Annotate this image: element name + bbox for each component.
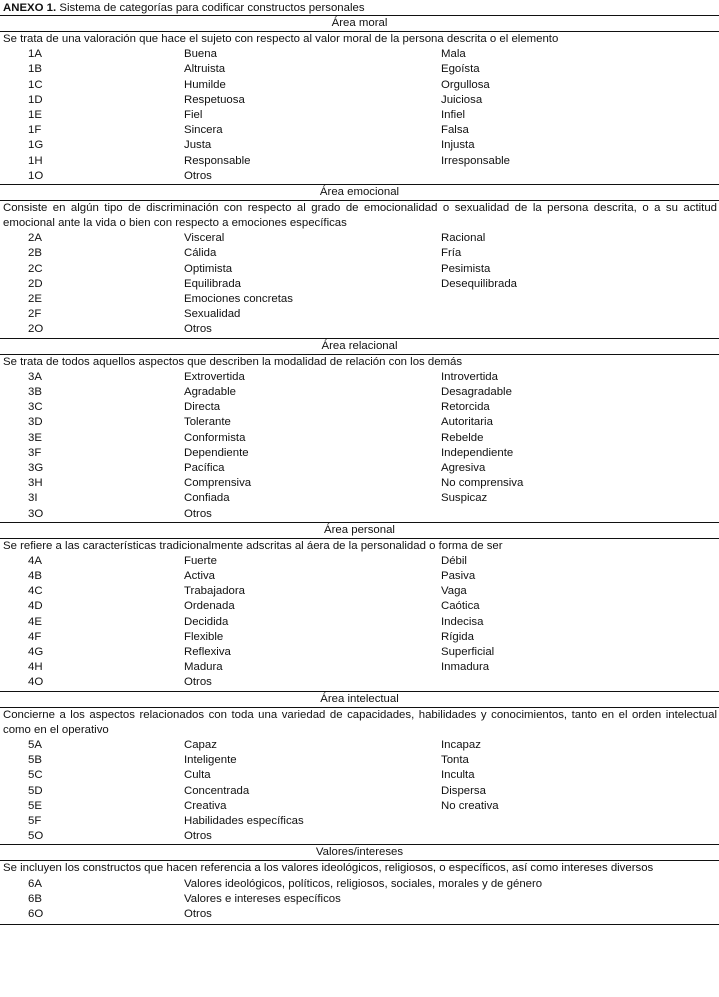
table-row <box>0 615 719 630</box>
construct-pole-2: Superficial <box>441 646 495 659</box>
table-row <box>0 385 719 400</box>
table-row <box>0 78 719 93</box>
construct-pole-2: Tonta <box>441 754 469 767</box>
construct-pole-2: Pesimista <box>441 262 491 275</box>
category-code: 2E <box>28 293 42 306</box>
construct-pole-2: Inmadura <box>441 661 490 674</box>
table-row <box>0 569 719 584</box>
construct-pole-1: Tolerante <box>184 416 231 429</box>
table-row <box>0 292 719 307</box>
category-code: 2O <box>28 323 44 336</box>
table-row <box>0 799 719 814</box>
construct-pole-1: Conformista <box>184 431 246 444</box>
construct-pole-1: Extrovertida <box>184 370 245 383</box>
table-row <box>0 768 719 783</box>
table-row <box>0 93 719 108</box>
construct-pole-2: Autoritaria <box>441 416 493 429</box>
section-area-relacional <box>0 338 719 522</box>
section-valores-intereses <box>0 844 719 922</box>
table-row <box>0 907 719 922</box>
section-area-emocional <box>0 184 719 338</box>
construct-pole-1: Humilde <box>184 78 226 91</box>
construct-pole-1: Decidida <box>184 615 229 628</box>
category-code: 4B <box>28 570 42 583</box>
category-code: 1C <box>28 78 43 91</box>
construct-pole-1: Pacífica <box>184 461 225 474</box>
table-row <box>0 446 719 461</box>
table-row <box>0 415 719 430</box>
construct-pole-1: Reflexiva <box>184 646 231 659</box>
category-code: 6A <box>28 877 42 890</box>
table-row <box>0 262 719 277</box>
category-code: 4F <box>28 630 42 643</box>
construct-pole-2: Mala <box>441 48 466 61</box>
table-row <box>0 738 719 753</box>
construct-pole-2: Desagradable <box>441 386 512 398</box>
category-table <box>0 15 719 922</box>
table-caption <box>0 1 719 15</box>
construct-pole-1: Otros <box>184 676 212 689</box>
construct-pole-2: No comprensiva <box>441 477 524 490</box>
table-row <box>0 599 719 614</box>
construct-pole-2: Débil <box>441 554 467 567</box>
category-code: 6B <box>28 892 42 905</box>
construct-pole-2: Indecisa <box>441 615 484 628</box>
table-row <box>0 47 719 62</box>
category-code: 5O <box>28 830 44 843</box>
table-row <box>0 108 719 123</box>
category-code: 4D <box>28 600 43 613</box>
section-area-intelectual <box>0 691 719 845</box>
construct-pole-2: Juiciosa <box>441 93 483 106</box>
table-row <box>0 154 719 169</box>
category-code: 3B <box>28 386 42 398</box>
construct-pole-1: Culta <box>184 769 211 782</box>
table-row <box>0 584 719 599</box>
construct-pole-2: Fría <box>441 247 462 260</box>
construct-pole-2: Falsa <box>441 124 469 137</box>
construct-pole-1: Otros <box>184 323 212 336</box>
table-bottom-rule <box>0 924 719 925</box>
category-code: 2B <box>28 247 42 260</box>
construct-pole-2: Irresponsable <box>441 154 511 167</box>
construct-pole-2: Rebelde <box>441 431 484 444</box>
construct-pole-1: Fuerte <box>184 554 217 567</box>
construct-pole-1: Justa <box>184 139 212 152</box>
construct-pole-1: Valores ideológicos, políticos, religiosos, sociales, morales y de género <box>184 877 543 890</box>
category-code: 1F <box>28 124 42 137</box>
category-code: 3D <box>28 416 43 429</box>
category-code: 3O <box>28 507 44 520</box>
construct-pole-2: Dispersa <box>441 784 486 797</box>
category-code: 4E <box>28 615 42 628</box>
table-row <box>0 461 719 476</box>
category-code: 3F <box>28 446 42 459</box>
category-code: 1H <box>28 154 43 167</box>
construct-pole-1: Comprensiva <box>184 477 252 490</box>
construct-pole-1: Equilibrada <box>184 277 241 290</box>
construct-pole-2: Racional <box>441 232 486 245</box>
category-code: 3H <box>28 477 43 490</box>
construct-pole-1: Valores e intereses específicos <box>184 892 341 905</box>
construct-pole-1: Creativa <box>184 799 227 812</box>
construct-pole-1: Optimista <box>184 262 233 275</box>
category-code: 4C <box>28 585 43 598</box>
category-code: 1O <box>28 169 44 182</box>
construct-pole-1: Concentrada <box>184 784 250 797</box>
construct-pole-1: Otros <box>184 830 212 843</box>
construct-pole-2: Egoísta <box>441 63 480 76</box>
construct-pole-1: Otros <box>184 507 212 520</box>
construct-pole-1: Dependiente <box>184 446 249 459</box>
table-row <box>0 784 719 799</box>
construct-pole-2: Introvertida <box>441 370 498 383</box>
construct-pole-2: Suspicaz <box>441 492 488 505</box>
construct-pole-1: Cálida <box>184 247 217 260</box>
table-row <box>0 307 719 322</box>
table-row <box>0 62 719 77</box>
construct-pole-1: Directa <box>184 401 221 414</box>
area-description: Se refiere a las características tradicionalmente adscritas al áera de la personalidad o forma de ser <box>3 539 503 552</box>
category-code: 4A <box>28 554 42 567</box>
construct-pole-1: Activa <box>184 570 216 583</box>
construct-pole-1: Trabajadora <box>184 585 245 598</box>
category-code: 5E <box>28 799 42 812</box>
table-row <box>0 753 719 768</box>
area-title: Área intelectual <box>0 692 719 708</box>
construct-pole-1: Confiada <box>184 492 230 505</box>
table-row <box>0 675 719 690</box>
construct-pole-1: Otros <box>184 169 212 182</box>
construct-pole-1: Ordenada <box>184 600 235 613</box>
table-row <box>0 630 719 645</box>
category-code: 5D <box>28 784 43 797</box>
construct-pole-1: Flexible <box>184 630 224 643</box>
category-code: 5C <box>28 769 43 782</box>
category-code: 5B <box>28 754 42 767</box>
area-description: Se trata de todos aquellos aspectos que describen la modalidad de relación con los demás <box>3 355 463 368</box>
category-code: 2C <box>28 262 43 275</box>
construct-pole-1: Madura <box>184 661 223 674</box>
table-row <box>0 877 719 892</box>
construct-pole-1: Respetuosa <box>184 93 245 106</box>
table-row <box>0 138 719 153</box>
construct-pole-1: Responsable <box>184 154 251 167</box>
area-description: Se trata de una valoración que hace el sujeto con respecto al valor moral de la persona descrita o el elemento <box>3 33 559 45</box>
table-row <box>0 322 719 337</box>
construct-pole-2: Incapaz <box>441 738 481 751</box>
construct-pole-1: Sincera <box>184 124 223 137</box>
construct-pole-2: Independiente <box>441 446 514 459</box>
construct-pole-2: Vaga <box>441 585 467 598</box>
construct-pole-2: Rígida <box>441 630 474 643</box>
table-row <box>0 277 719 292</box>
category-code: 3I <box>28 492 38 505</box>
category-code: 6O <box>28 907 44 920</box>
category-code: 2D <box>28 277 43 290</box>
table-row <box>0 231 719 246</box>
construct-pole-1: Otros <box>184 907 212 920</box>
construct-pole-1: Buena <box>184 48 217 61</box>
caption-text: Sistema de categorías para codificar constructos personales <box>59 2 365 14</box>
category-code: 3A <box>28 370 42 383</box>
construct-pole-1: Capaz <box>184 738 217 751</box>
area-description: Consiste en algún tipo de discriminación con respecto al grado de emocionalidad o sexualidad de la persona descrita, o a su actitud emocional ante la vida o bien con respecto a emociones específicas <box>3 201 717 230</box>
construct-pole-2: Caótica <box>441 600 480 613</box>
section-area-moral <box>0 15 719 184</box>
construct-pole-1: Agradable <box>184 386 236 398</box>
area-title: Área emocional <box>0 185 719 201</box>
category-code: 3C <box>28 401 43 414</box>
caption-label: ANEXO 1. <box>3 2 57 14</box>
area-title: Área moral <box>0 16 719 32</box>
section-area-personal <box>0 522 719 691</box>
category-code: 4G <box>28 646 44 659</box>
construct-pole-2: Retorcida <box>441 401 490 414</box>
category-code: 4O <box>28 676 44 689</box>
construct-pole-2: Injusta <box>441 139 475 152</box>
table-row <box>0 814 719 829</box>
category-code: 2A <box>28 232 42 245</box>
table-row <box>0 829 719 844</box>
construct-pole-2: No creativa <box>441 799 499 812</box>
table-row <box>0 554 719 569</box>
area-title: Área personal <box>0 523 719 539</box>
category-code: 5F <box>28 814 42 827</box>
category-code: 1G <box>28 139 44 152</box>
table-row <box>0 645 719 660</box>
table-row <box>0 400 719 415</box>
table-row <box>0 476 719 491</box>
table-row <box>0 660 719 675</box>
table-row <box>0 246 719 261</box>
construct-pole-2: Inculta <box>441 769 475 782</box>
construct-pole-1: Visceral <box>184 232 225 245</box>
construct-pole-2: Orgullosa <box>441 78 490 91</box>
area-description: Concierne a los aspectos relacionados con toda una variedad de capacidades, habilidades y conocimientos, tanto en el orden intelectual como en el operativo <box>3 708 717 736</box>
area-title: Área relacional <box>0 339 719 355</box>
construct-pole-1: Inteligente <box>184 754 237 767</box>
category-code: 4H <box>28 661 43 674</box>
category-code: 2F <box>28 308 42 321</box>
table-row <box>0 491 719 506</box>
construct-pole-1: Emociones concretas <box>184 293 293 306</box>
table-row <box>0 507 719 522</box>
construct-pole-1: Habilidades específicas <box>184 814 304 827</box>
construct-pole-2: Infiel <box>441 108 466 121</box>
construct-pole-1: Altruista <box>184 63 226 76</box>
category-code: 3G <box>28 461 44 474</box>
construct-pole-1: Fiel <box>184 108 203 121</box>
area-title: Valores/intereses <box>0 845 719 861</box>
construct-pole-2: Desequilibrada <box>441 277 517 290</box>
table-row <box>0 169 719 184</box>
category-code: 1D <box>28 93 43 106</box>
category-code: 1A <box>28 48 42 61</box>
table-row <box>0 370 719 385</box>
table-row <box>0 431 719 446</box>
category-code: 3E <box>28 431 42 444</box>
construct-pole-1: Sexualidad <box>184 308 241 321</box>
category-code: 5A <box>28 738 42 751</box>
table-row <box>0 123 719 138</box>
category-code: 1E <box>28 108 42 121</box>
construct-pole-2: Agresiva <box>441 461 486 474</box>
category-code: 1B <box>28 63 42 76</box>
area-description: Se incluyen los constructos que hacen referencia a los valores ideológicos, religiosos, o específicos, así como intereses diversos <box>3 862 654 875</box>
construct-pole-2: Pasiva <box>441 570 476 583</box>
table-row <box>0 892 719 907</box>
